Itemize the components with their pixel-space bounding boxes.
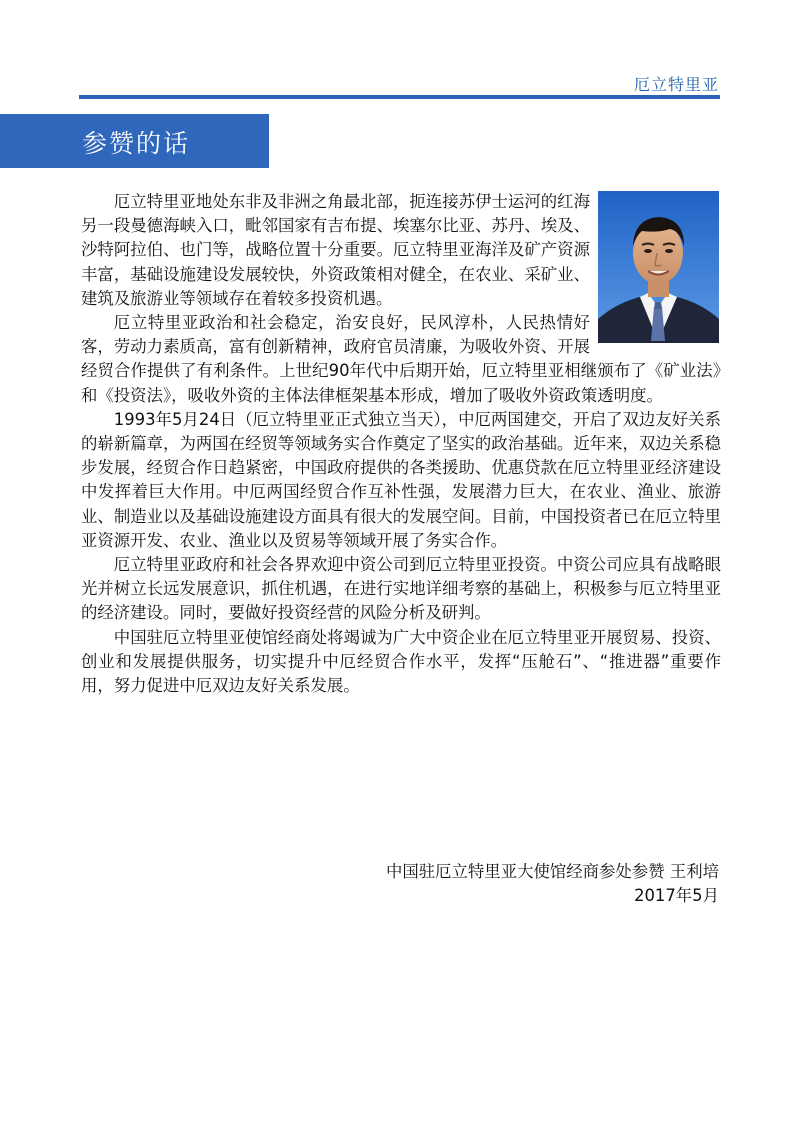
portrait-spacer [590,190,721,336]
signature-date: 2017年5月 [634,886,719,905]
paragraph: 中国驻厄立特里亚使馆经商处将竭诚为广大中资企业在厄立特里亚开展贸易、投资、创业和发展提供服务，切实提升中厄经贸合作水平，发挥“压舱石”、“推进器”重要作用，努力促进中厄双边友好关系发展。 [81,627,721,696]
signature-author: 中国驻厄立特里亚大使馆经商参处参赞 王利培 [385,862,719,881]
header-country-label: 厄立特里亚 [633,75,719,94]
paragraph: 厄立特里亚地处东非及非洲之角最北部，扼连接苏伊士运河的红海另一段曼德海峡入口，毗邻国家有吉布提、埃塞尔比亚、苏丹、埃及、沙特阿拉伯、也门等，战略位置十分重要。厄立特里亚海洋及矿产资源丰富，基础设施建设发展较快，外资政策相对健全，在农业、采矿业、建筑及旅游业等领域存在着较多投资机遇。 [81,192,590,308]
paragraph: 厄立特里亚政府和社会各界欢迎中资公司到厄立特里亚投资。中资公司应具有战略眼光并树立长远发展意识，抓住机遇，在进行实地详细考察的基础上，积极参与厄立特里亚的经济建设。同时，要做好投资经营的风险分析及研判。 [81,555,721,623]
signature-block [219,860,719,908]
paragraph: 厄立特里亚政治和社会稳定，治安良好，民风淳朴，人民热情好客，劳动力素质高，富有创新精神，政府官员清廉，为吸收外资、开展经贸合作提供了有利条件。上世纪90年代中后期开始，厄立特里亚相继颁布了《矿业法》和《投资法》，吸收外资的主体法律框架基本形成，增加了吸收外资政策透明度。 [81,313,721,405]
header-divider [79,95,720,99]
foreword-body [81,190,721,698]
section-title: 参赞的话 [82,129,191,158]
paragraph: 1993年5月24日（厄立特里亚正式独立当天），中厄两国建交，开启了双边友好关系的崭新篇章，为两国在经贸等领域务实合作奠定了坚实的政治基础。近年来，双边关系稳步发展，经贸合作日趋紧密，中国政府提供的各类援助、优惠贷款在厄立特里亚经济建设中发挥着巨大作用。中厄两国经贸合作互补性强，发展潜力巨大，在农业、渔业、旅游业、制造业以及基础设施建设方面具有很大的发展空间。目前，中国投资者已在厄立特里亚资源开发、农业、渔业以及贸易等领域开展了务实合作。 [81,409,721,550]
